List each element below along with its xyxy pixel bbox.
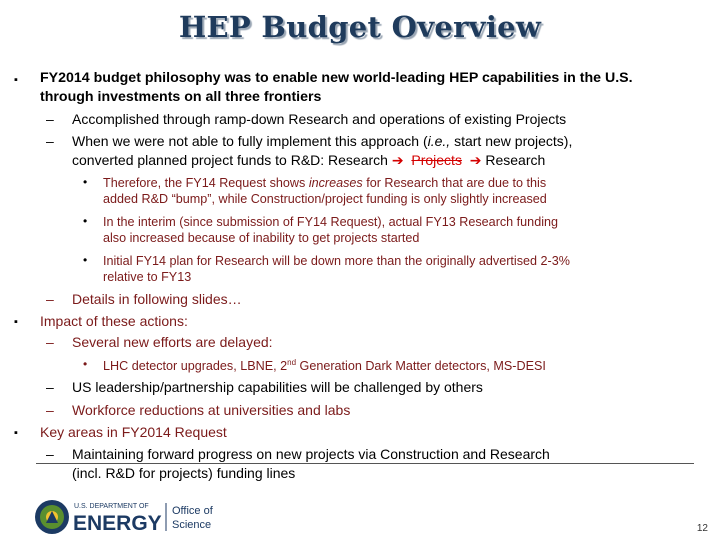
sub2-ie: i.e., [427, 133, 451, 149]
research-label: Research [485, 152, 546, 168]
bullet1-sub2-line2 [72, 152, 545, 169]
dash-icon: – [46, 111, 54, 127]
dot1-increases: increases [308, 176, 363, 190]
bullet1-sub2-line1 [72, 133, 572, 149]
bullet1-dot2-line2: also increased because of inability to get projects started [103, 231, 420, 245]
sub2-text-a: When we were not able to fully implement this approach ( [72, 133, 428, 149]
sub2-text-b: start new projects), [450, 133, 573, 149]
bullet3-sub1-line1: Maintaining forward progress on new projects via Construction and Research [72, 446, 550, 462]
bullet1-dot1-line1 [103, 176, 546, 190]
dot1-text-a: LHC detector upgrades, LBNE, 2 [103, 359, 288, 374]
projects-strikethrough: Projects [411, 152, 462, 168]
dot1-text-b: Generation Dark Matter detectors, MS-DESI [296, 359, 546, 374]
dash-icon: – [46, 334, 54, 350]
sub2-text-c: converted planned project funds to R&D: Research [72, 152, 392, 168]
right-arrow-icon: ➔ [469, 152, 482, 168]
dash-icon: – [46, 446, 54, 462]
doe-office-of-science-logo [34, 497, 244, 542]
bullet2-sub2: US leadership/partnership capabilities will be challenged by others [72, 379, 483, 395]
square-bullet-icon: ▪ [14, 74, 18, 86]
bullet1-sub3: Details in following slides… [72, 291, 242, 307]
footer-divider [36, 463, 694, 464]
right-arrow-icon: ➔ [391, 152, 404, 168]
square-bullet-icon: ▪ [14, 316, 18, 328]
bullet3-text: Key areas in FY2014 Request [40, 424, 227, 440]
bullet2-sub3: Workforce reductions at universities and labs [72, 402, 351, 418]
doe-seal-icon [35, 500, 69, 534]
logo-office-text: Office of [172, 505, 213, 517]
dash-icon: – [46, 402, 54, 418]
dot1-text-a: Therefore, the FY14 Request shows [103, 176, 309, 190]
dash-icon: – [46, 133, 54, 149]
dot-bullet-icon: • [83, 214, 88, 228]
square-bullet-icon: ▪ [14, 427, 18, 439]
dot1-superscript: nd [287, 358, 297, 367]
dot-bullet-icon: • [83, 357, 88, 371]
bullet1-text-b: through investments on all three frontiers [40, 89, 322, 105]
dash-icon: – [46, 379, 54, 395]
bullet1-dot1-line2: added R&D “bump”, while Construction/project funding is only slightly increased [103, 192, 547, 206]
logo-science-text: Science [172, 519, 212, 531]
bullet2-dot1 [103, 358, 546, 373]
dot-bullet-icon: • [83, 253, 88, 267]
logo-energy-text: ENERGY [73, 512, 162, 535]
page-number: 12 [696, 523, 708, 534]
bullet2-text: Impact of these actions: [40, 313, 188, 329]
bullet1-dot3-line2: relative to FY13 [103, 270, 192, 284]
logo-dept-text: U.S. DEPARTMENT OF [74, 503, 149, 510]
bullet1-dot2-line1: In the interim (since submission of FY14 Request), actual FY13 Research funding [103, 215, 558, 229]
dot-bullet-icon: • [83, 175, 88, 189]
dash-icon: – [46, 291, 54, 307]
bullet3-sub1-line2: (incl. R&D for projects) funding lines [72, 465, 296, 481]
bullet2-sub1: Several new efforts are delayed: [72, 334, 273, 350]
bullet1-text-a: FY2014 budget philosophy was to enable new world-leading HEP capabilities in the U.S. [40, 70, 633, 86]
slide-title: HEP Budget Overview [178, 10, 542, 44]
bullet1-sub1: Accomplished through ramp-down Research and operations of existing Projects [72, 111, 567, 127]
dot1-text-b: for Research that are due to this [362, 176, 547, 190]
bullet1-dot3-line1: Initial FY14 plan for Research will be down more than the originally advertised 2-3% [103, 254, 570, 268]
